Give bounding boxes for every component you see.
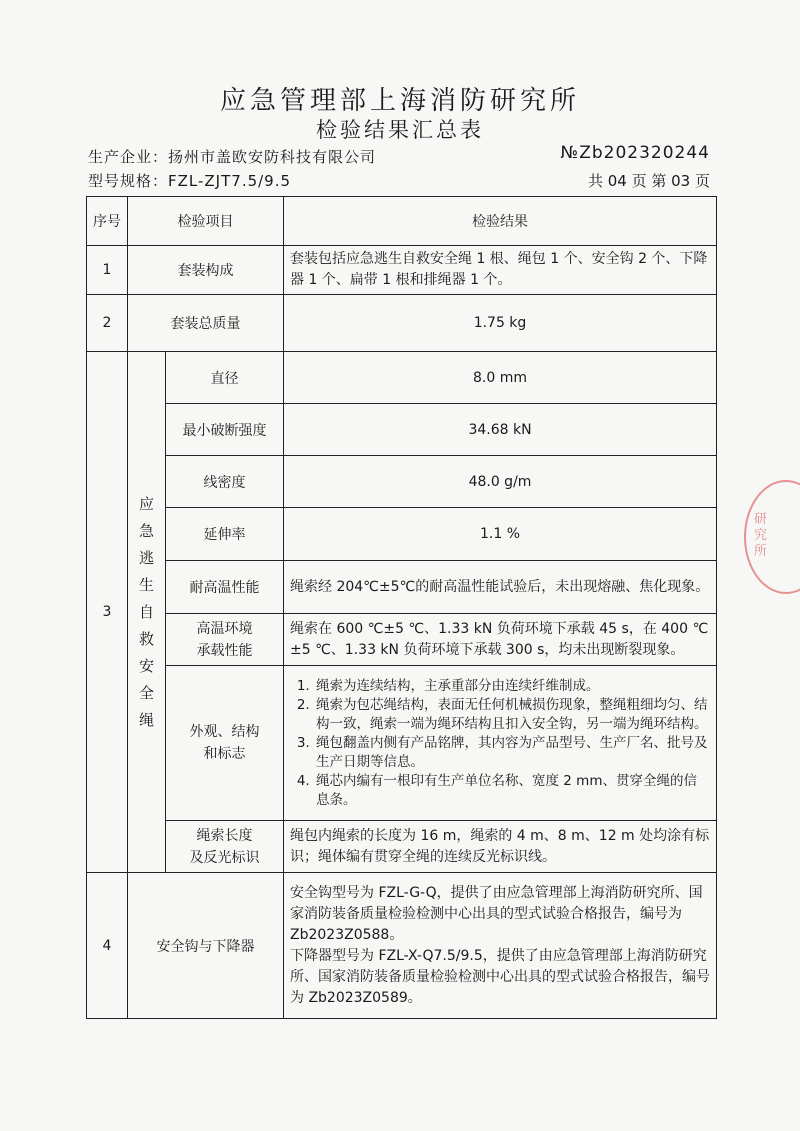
inspection-result: [284, 873, 717, 1019]
list-item: 4. 绳芯内编有一根印有生产单位名称、宽度 2 mm、贯穿全绳的信息条。: [314, 772, 710, 810]
inspection-result: 1.1 %: [284, 508, 717, 561]
item-line: 外观、结构: [189, 724, 260, 740]
table-header-row: [87, 197, 717, 246]
inspection-result: [284, 666, 717, 821]
group-char: 救: [138, 629, 154, 648]
inspection-item: [166, 614, 284, 666]
result-paragraph: 安全钩型号为 FZL-G-Q，提供了由应急管理部上海消防研究所、国家消防装备质量检验检测中心出具的型式试验合格报告，编号为 Zb2023Z0588。: [290, 884, 703, 943]
inspection-item: [166, 666, 284, 821]
col-header-no: 序号: [87, 197, 128, 246]
inspection-item: 延伸率: [166, 508, 284, 561]
table-row: [87, 561, 717, 614]
page-count: 共 04 页 第 03 页: [587, 172, 710, 190]
item-line: 承载性能: [196, 642, 253, 659]
institute-title: 应急管理部上海消防研究所: [219, 86, 580, 116]
row-number: 3: [87, 352, 128, 873]
group-char: 安: [138, 656, 154, 675]
col-header-item: 检验项目: [128, 197, 284, 246]
results-table: [86, 196, 717, 1019]
report-number: №Zb202320244: [560, 143, 710, 163]
row-number: 1: [87, 246, 128, 295]
table-row: [87, 508, 717, 561]
row-number: 2: [87, 295, 128, 352]
list-item: 2. 绳索为包芯绳结构，表面无任何机械损伤现象，整绳粗细均匀、结构一致，绳索一端为绳环结构且扣入安全钩，另一端为绳环结构。: [314, 696, 710, 734]
inspection-item: 安全钩与下降器: [128, 873, 284, 1019]
group-char: 自: [138, 602, 154, 621]
result-paragraph: 下降器型号为 FZL-X-Q7.5/9.5，提供了由应急管理部上海消防研究所、国家消防装备质量检验检测中心出具的型式试验合格报告，编号为 Zb2023Z0589。: [290, 947, 710, 1006]
group-char: 全: [138, 683, 154, 702]
inspection-result: 34.68 kN: [284, 404, 717, 456]
group-char: 绳: [138, 710, 154, 729]
inspection-result: 1.75 kg: [284, 295, 717, 352]
group-char: 应: [138, 494, 154, 513]
list-item: 1. 绳索为连续结构，主承重部分由连续纤维制成。: [314, 677, 710, 696]
inspection-item: 线密度: [166, 456, 284, 508]
seal-text: 研究所: [754, 512, 768, 559]
inspection-item: 套装构成: [128, 246, 284, 295]
row-number: 4: [87, 873, 128, 1019]
item-line: 高温环境: [196, 620, 253, 637]
inspection-result: 绳包内绳索的长度为 16 m，绳索的 4 m、8 m、12 m 处均涂有标识；绳体编有贯穿全绳的连续反光标识线。: [284, 821, 717, 873]
item-line: 绳索长度: [196, 827, 253, 844]
inspection-item: 直径: [166, 352, 284, 404]
appearance-list: [290, 677, 710, 810]
group-char: 急: [138, 521, 154, 540]
table-row: [87, 821, 717, 873]
table-row: [87, 873, 717, 1019]
inspection-item: 耐高温性能: [166, 561, 284, 614]
model-label: 型号规格：FZL-ZJT7.5/9.5: [88, 172, 292, 190]
official-seal: [744, 480, 800, 594]
table-row: [87, 456, 717, 508]
inspection-item: 最小破断强度: [166, 404, 284, 456]
table-row: [87, 404, 717, 456]
table-row: [87, 295, 717, 352]
item-line: 和标志: [203, 746, 246, 762]
table-row: [87, 666, 717, 821]
inspection-result: 套装包括应急逃生自救安全绳 1 根、绳包 1 个、安全钩 2 个、下降器 1 个、扁带 1 根和排绳器 1 个。: [284, 246, 717, 295]
table-row: [87, 352, 717, 404]
report-title: 检验结果汇总表: [316, 118, 484, 142]
group-label-rope: [128, 352, 166, 873]
inspection-result: 8.0 mm: [284, 352, 717, 404]
table-row: [87, 246, 717, 295]
group-char: 逃: [138, 548, 154, 567]
item-line: 及反光标识: [189, 849, 260, 866]
inspection-item: [166, 821, 284, 873]
table-row: [87, 614, 717, 666]
inspection-result: 48.0 g/m: [284, 456, 717, 508]
inspection-result: 绳索经 204℃±5℃的耐高温性能试验后，未出现熔融、焦化现象。: [284, 561, 717, 614]
manufacturer-label: 生产企业：扬州市盖欧安防科技有限公司: [88, 148, 377, 166]
group-char: 生: [138, 575, 154, 594]
inspection-result: 绳索在 600 ℃±5 ℃、1.33 kN 负荷环境下承载 45 s，在 400 ℃±5 ℃、1.33 kN 负荷环境下承载 300 s，均未出现断裂现象。: [284, 614, 717, 666]
list-item: 3. 绳包翻盖内侧有产品铭牌，其内容为产品型号、生产厂名、批号及生产日期等信息。: [314, 734, 710, 772]
inspection-item: 套装总质量: [128, 295, 284, 352]
col-header-result: 检验结果: [284, 197, 717, 246]
